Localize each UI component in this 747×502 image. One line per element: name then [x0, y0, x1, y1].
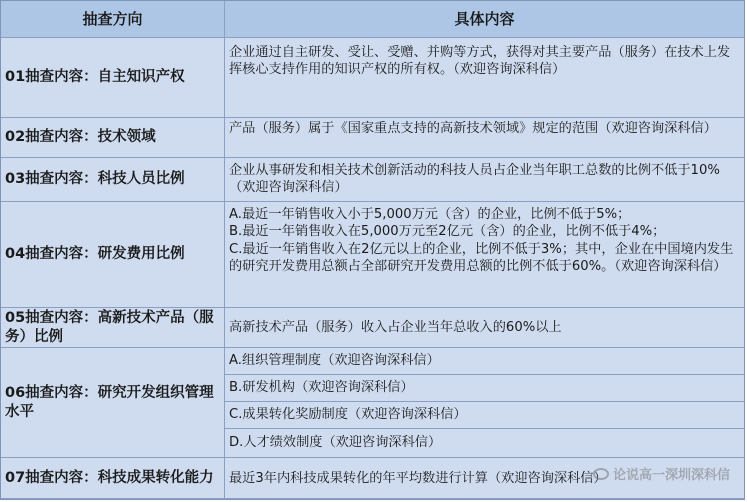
watermark-text: 论说高一深圳深科信 [612, 468, 730, 483]
row-direction: 05抽查内容：高新技术产品（服务）比例 [1, 308, 225, 347]
row-content: 产品（服务）属于《国家重点支持的高新技术领域》规定的范围（欢迎咨询深科信） [225, 118, 744, 157]
content-line: A.最近一年销售收入小于5,000万元（含）的企业，比例不低于5%； [229, 207, 631, 222]
content-line: B.最近一年销售收入在5,000万元至2亿元（含）的企业，比例不低于4%； [229, 224, 666, 240]
table-row [1, 158, 744, 202]
table-row [1, 118, 744, 158]
sub-item: C.成果转化奖励制度（欢迎咨询深科信） [225, 402, 744, 430]
row-direction: 06抽查内容：研究开发组织管理水平 [1, 348, 225, 457]
table-row [1, 348, 744, 458]
row-direction: 01抽查内容：自主知识产权 [1, 38, 225, 117]
sub-item: D.人才绩效制度（欢迎咨询深科信） [229, 435, 442, 451]
row-content [225, 348, 744, 457]
row-direction: 07抽查内容：科技成果转化能力 [1, 458, 225, 498]
sub-item: B.研发机构（欢迎咨询深科信） [225, 375, 744, 402]
content-line: C.最近一年销售收入在2亿元以上的企业，比例不低于3%；其中，企业在中国境内发生的研究开发费用总额占全部研究开发费用总额的比例不低于60%。（欢迎咨询深科信） [229, 241, 734, 275]
row-direction: 03抽查内容：科技人员比例 [1, 158, 225, 201]
row-content: 企业通过自主研发、受让、受赠、并购等方式，获得对其主要产品（服务）在技术上发挥核心支持作用的知识产权的所有权。（欢迎咨询深科信） [225, 38, 744, 117]
table-row [1, 308, 744, 348]
row-content [225, 202, 744, 307]
row-content: 高新技术产品（服务）收入占企业当年总收入的60%以上 [225, 308, 744, 347]
table-row [1, 458, 744, 499]
table-header-row [1, 1, 744, 38]
row-direction: 02抽查内容：技术领域 [1, 118, 225, 157]
header-content: 具体内容 [225, 1, 744, 37]
table-row [1, 38, 744, 118]
sub-item: A.组织管理制度（欢迎咨询深科信） [225, 348, 744, 375]
header-direction: 抽查方向 [1, 1, 225, 37]
row-content: 企业从事研发和相关技术创新活动的科技人员占企业当年职工总数的比例不低于10%（欢迎咨询深科信） [225, 158, 744, 201]
row-direction: 04抽查内容：研发费用比例 [1, 202, 225, 307]
row-content: 最近3年内科技成果转化的年平均数进行计算（欢迎咨询深科信） [225, 458, 744, 498]
table-row [1, 202, 744, 308]
